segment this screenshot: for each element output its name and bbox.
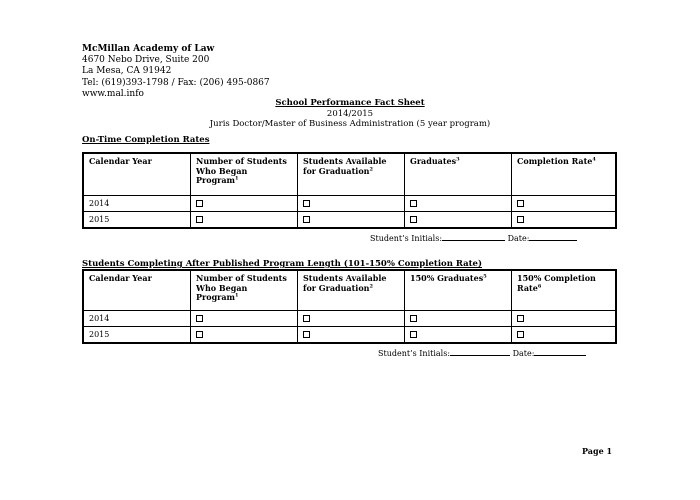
checkbox-icon[interactable] <box>196 216 203 223</box>
checkbox-icon[interactable] <box>303 200 310 207</box>
table-row <box>83 211 616 228</box>
date-input[interactable] <box>534 347 586 356</box>
on-time-completion-table <box>82 152 617 229</box>
table-header-row <box>83 270 616 310</box>
column-header: Number of Students Who Began Program$^1$ <box>191 153 298 195</box>
completion-150-table <box>82 269 617 344</box>
checkbox-icon[interactable] <box>517 331 524 338</box>
date-label: Date: <box>507 234 530 243</box>
checkbox-icon[interactable] <box>303 216 310 223</box>
column-header: Students Available for Graduation$^2$ <box>298 270 405 310</box>
column-header: 150% Graduates$^5$ <box>405 270 512 310</box>
checkbox-cell <box>512 326 617 343</box>
checkbox-cell <box>405 326 512 343</box>
checkbox-icon[interactable] <box>410 216 417 223</box>
checkbox-cell <box>405 310 512 326</box>
checkbox-icon[interactable] <box>196 331 203 338</box>
initials-date-line-2 <box>378 347 586 358</box>
column-header: 150% Completion Rate$^6$ <box>512 270 617 310</box>
column-header: Students Available for Graduation$^2$ <box>298 153 405 195</box>
school-name: McMillan Academy of Law <box>82 44 215 54</box>
section-title-150-percent: Students Completing After Published Program Length (101-150% Completion Rate) <box>82 259 482 269</box>
initials-date-line-1 <box>370 232 577 243</box>
checkbox-cell <box>512 195 617 211</box>
checkbox-cell <box>405 211 512 228</box>
checkbox-icon[interactable] <box>410 331 417 338</box>
column-header: Completion Rate$^4$ <box>512 153 617 195</box>
checkbox-cell <box>405 195 512 211</box>
column-header: Number of Students Who Began Program$^1$ <box>191 270 298 310</box>
initials-label: Student’s Initials: <box>378 349 451 358</box>
checkbox-icon[interactable] <box>303 331 310 338</box>
date-label: Date: <box>512 349 535 358</box>
table-row <box>83 326 616 343</box>
year-cell: 2014 <box>83 310 191 326</box>
initials-label: Student’s Initials: <box>370 234 443 243</box>
checkbox-cell <box>191 326 298 343</box>
checkbox-cell <box>298 211 405 228</box>
checkbox-icon[interactable] <box>410 315 417 322</box>
address-line-2: La Mesa, CA 91942 <box>82 66 172 77</box>
checkbox-icon[interactable] <box>196 200 203 207</box>
column-header: Graduates$^3$ <box>405 153 512 195</box>
date-input[interactable] <box>529 232 577 241</box>
checkbox-cell <box>512 310 617 326</box>
checkbox-cell <box>298 310 405 326</box>
checkbox-icon[interactable] <box>196 315 203 322</box>
checkbox-icon[interactable] <box>517 315 524 322</box>
checkbox-cell <box>191 310 298 326</box>
section-title-on-time: On-Time Completion Rates <box>82 135 210 145</box>
program-name: Juris Doctor/Master of Business Administration (5 year program) <box>209 119 491 129</box>
checkbox-cell <box>298 326 405 343</box>
checkbox-icon[interactable] <box>410 200 417 207</box>
table-row <box>83 195 616 211</box>
phone-fax: Tel: (619)393-1798 / Fax: (206) 495-0867 <box>82 77 270 88</box>
table-row <box>83 310 616 326</box>
checkbox-cell <box>512 211 617 228</box>
checkbox-cell <box>298 195 405 211</box>
document-title: School Performance Fact Sheet <box>275 98 425 108</box>
document-year: 2014/2015 <box>326 108 374 119</box>
address-line-1: 4670 Nebo Drive, Suite 200 <box>82 55 210 66</box>
website: www.mal.info <box>82 88 144 99</box>
initials-input[interactable] <box>450 347 510 356</box>
document-title-block <box>0 98 700 130</box>
page-number: Page 1 <box>582 446 613 456</box>
initials-input[interactable] <box>442 232 505 241</box>
year-cell: 2014 <box>83 195 191 211</box>
column-header: Calendar Year <box>83 270 191 310</box>
table-header-row <box>83 153 616 195</box>
school-header <box>82 44 270 100</box>
year-cell: 2015 <box>83 326 191 343</box>
year-cell: 2015 <box>83 211 191 228</box>
checkbox-icon[interactable] <box>517 200 524 207</box>
checkbox-icon[interactable] <box>517 216 524 223</box>
checkbox-cell <box>191 195 298 211</box>
checkbox-cell <box>191 211 298 228</box>
checkbox-icon[interactable] <box>303 315 310 322</box>
column-header: Calendar Year <box>83 153 191 195</box>
